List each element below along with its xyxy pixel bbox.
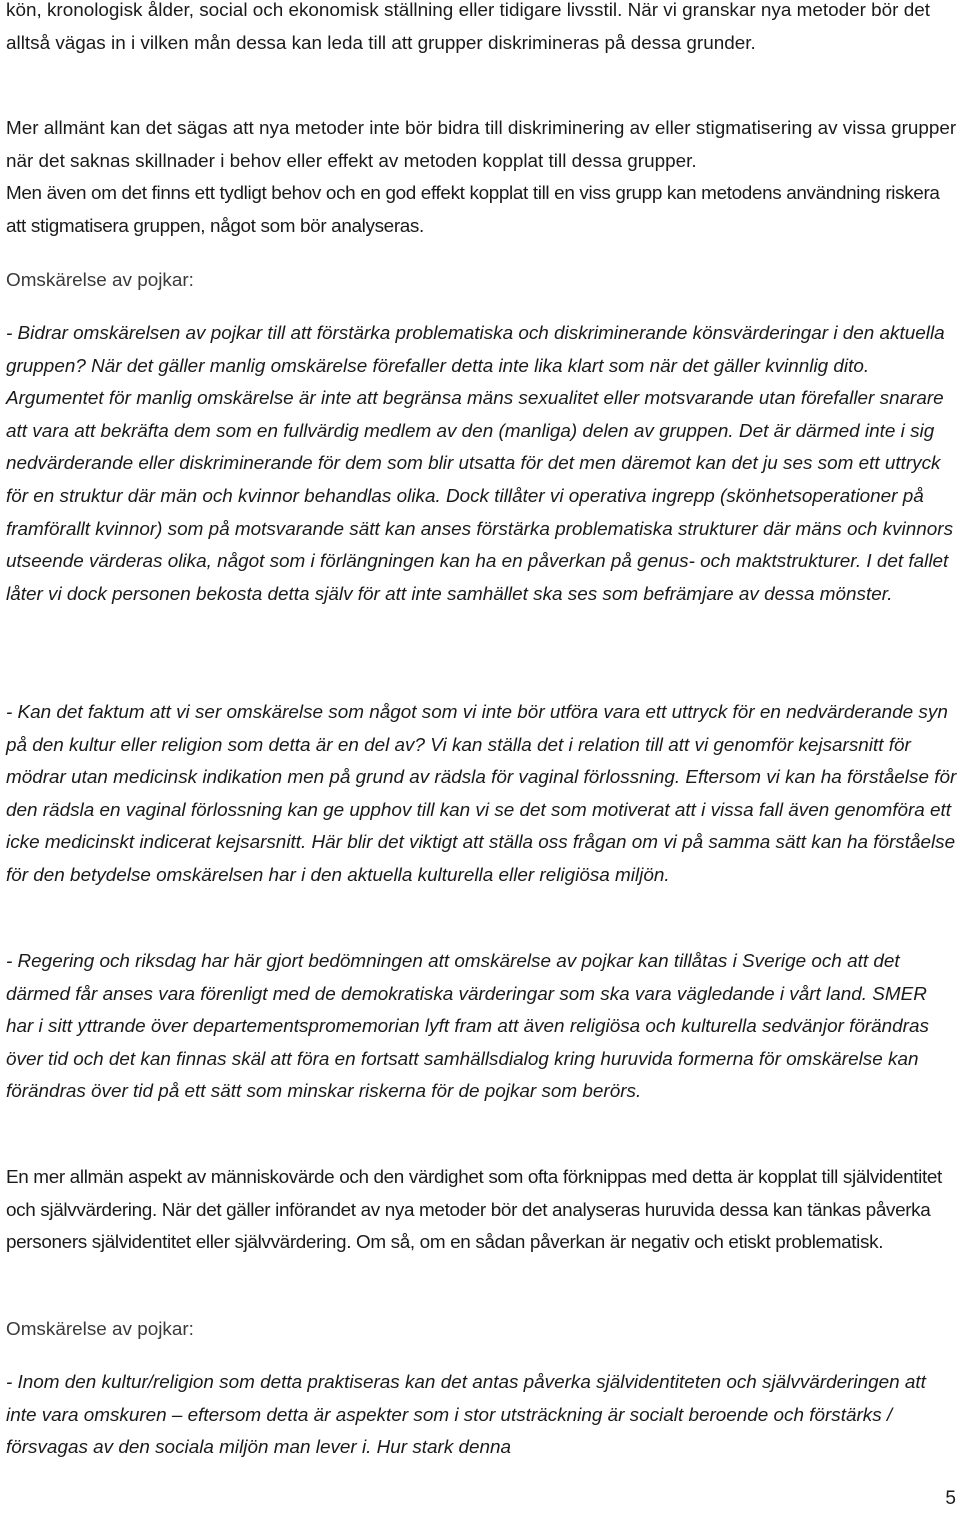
paragraph-dignity: En mer allmän aspekt av människovärde och den värdighet som ofta förknippas med detta är kopplat till självidentitet och självvärdering. När det gäller införandet av nya metoder bör det analyseras huruvida dessa kan tänkas påverka personers självidentitet eller självvärdering. Om så, om en sådan påverkan är negativ och etiskt problematisk.	[6, 1167, 942, 1254]
paragraph-culture: - Kan det faktum att vi ser omskärelse som något som vi inte bör utföra vara ett uttryck för en nedvärderande syn på den kultur eller religion som detta är en del av? Vi kan ställa det i relation till att vi genomför kejsarsnitt för mödrar utan medicinsk indikation men på grund av rädsla för vaginal förlossning. Eftersom vi kan ha förståelse för den rädsla en vaginal förlossning kan ge upphov till kan vi se det som motiverat att i vissa fall även genomföra ett icke medicinskt indicerat kejsarsnitt. Här blir det viktigt att ställa oss frågan om vi på samma sätt kan ha förståelse för den betydelse omskärelsen har i den aktuella kulturella eller religiösa miljön.	[6, 702, 957, 886]
paragraph-discrimination: - Bidrar omskärelsen av pojkar till att förstärka problematiska och diskriminerande könsvärderingar i den aktuella gruppen? När det gäller manlig omskärelse förefaller detta inte lika klart som när det gäller kvinnlig dito. Argumentet för manlig omskärelse är inte att begränsa mäns sexualitet eller motsvarande utan förefaller snarare att vara att bekräfta dem som en fullvärdig medlem av den (manliga) delen av gruppen. Det är därmed inte i sig nedvärderande eller diskriminerande för dem som blir utsatta för det men däremot kan det ju ses som ett uttryck för en struktur där män och kvinnor behandlas olika. Dock tillåter vi operativa ingrepp (skönhetsoperationer på framförallt kvinnor) som på motsvarande sätt kan anses förstärka problematiska strukturer där mäns och kvinnors utseende värderas olika, något som i förlängningen kan ha en påverkan på genus- och maktstrukturer. I det fallet låter vi dock personen bekosta detta själv för att inte samhället ska ses som befrämjare av dessa mönster.	[6, 323, 954, 605]
page-number: 5	[945, 1488, 956, 1509]
paragraph-identity: - Inom den kultur/religion som detta praktiseras kan det antas påverka självidentiteten och självvärderingen att inte vara omskuren – eftersom detta är aspekter som i stor utsträckning är socialt beroende och förstärks / försvagas av den sociala miljön man lever i. Hur stark denna	[6, 1372, 926, 1459]
paragraph-government: - Regering och riksdag har här gjort bedömningen att omskärelse av pojkar kan tillåtas i Sverige och att det därmed får anses vara förenligt med de demokratiska värderingar som ska vara vägledande i vårt land. SMER har i sitt yttrande över departementspromemorian lyft fram att även religiösa och kulturella sedvänjor förändras över tid och det kan finnas skäl att föra en fortsatt samhällsdialog kring huruvida formerna för omskärelse kan förändras över tid på ett sätt som minskar riskerna för de pojkar som berörs.	[6, 951, 929, 1103]
paragraph-intro: kön, kronologisk ålder, social och ekonomisk ställning eller tidigare livsstil. När vi granskar nya metoder bör det alltså vägas in i vilken mån dessa kan leda till att grupper diskrimineras på dessa grunder.	[6, 0, 930, 54]
section-heading-2: Omskärelse av pojkar:	[6, 1319, 194, 1340]
paragraph-general-continued: Men även om det finns ett tydligt behov och en god effekt kopplat till en viss grupp kan metodens användning riskera att stigmatisera gruppen, något som bör analyseras.	[6, 183, 940, 237]
paragraph-general: Mer allmänt kan det sägas att nya metoder inte bör bidra till diskriminering av eller stigmatisering av vissa grupper när det saknas skillnader i behov eller effekt av metoden kopplat till dessa grupper.	[6, 118, 957, 172]
section-heading-1: Omskärelse av pojkar:	[6, 270, 194, 291]
